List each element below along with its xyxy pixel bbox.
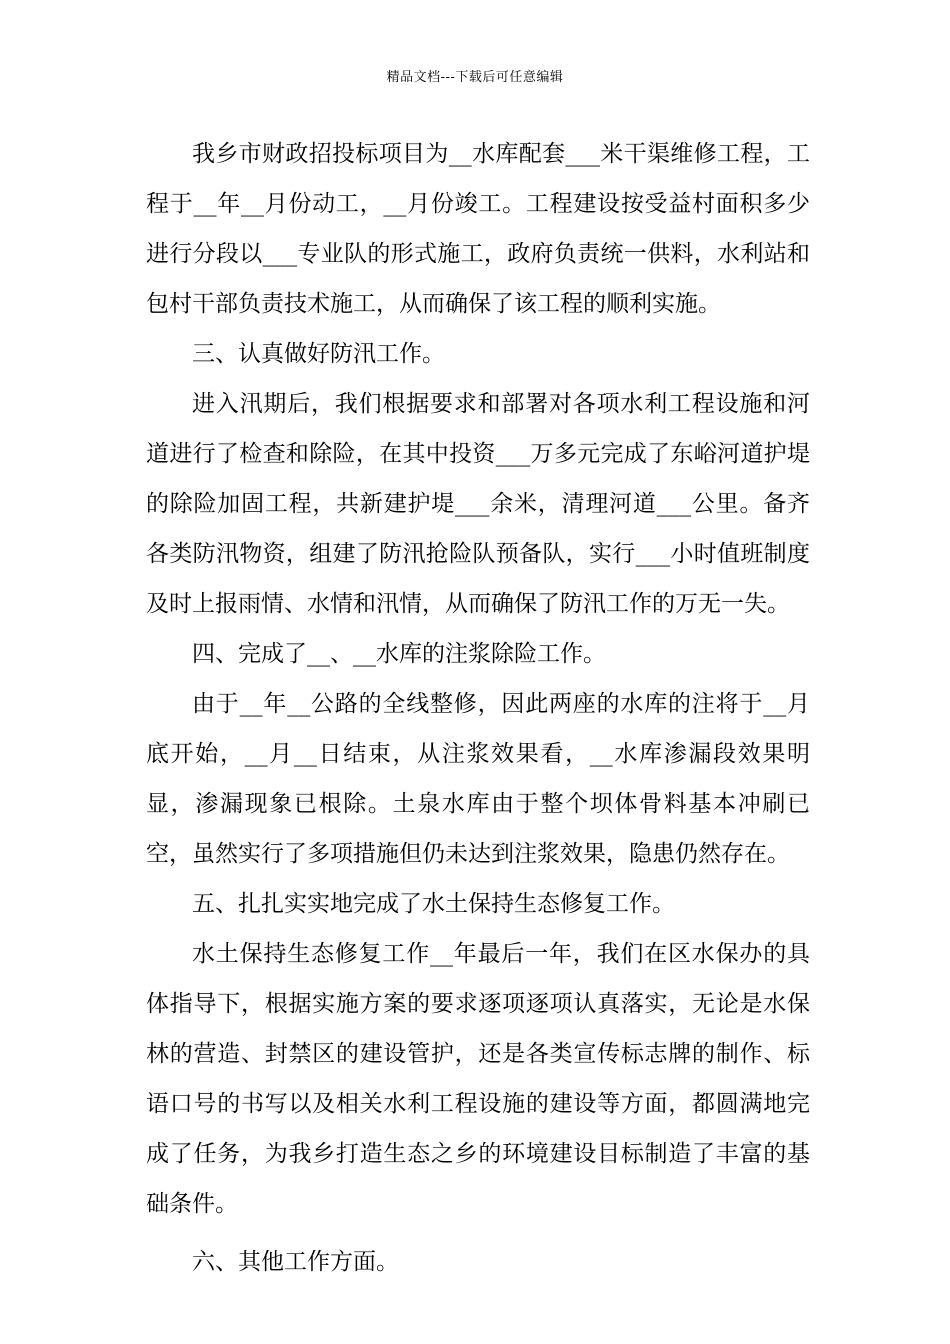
section-heading-flood-control: 三、认真做好防汛工作。	[192, 341, 445, 367]
paragraph-flood-control: 进入汛期后，我们根据要求和部署对各项水利工程设施和河道进行了检查和除险，在其中投资___万多元完成了东峪河道护堤的除险加固工程，共新建护堤___余米，清理河道___公里。备齐各类防汛物资，组建了防汛抢险队预备队，实行___小时值班制度及时上报雨情、水情和汛情，从而确保了防汛工作的万无一失。	[146, 391, 810, 617]
paragraph-reservoir-grouting: 由于__年__公路的全线整修，因此两座的水库的注将于__月底开始，__月__日结束，从注浆效果看，__水库渗漏段效果明显，渗漏现象已根除。土泉水库由于整个坝体骨料基本冲刷已空，虽然实行了多项措施但仍未达到注浆效果，隐患仍然存在。	[146, 691, 810, 867]
document-body	[146, 129, 810, 1287]
page-header: 精品文档---下载后可任意编辑	[386, 70, 564, 85]
section-heading-reservoir-grouting: 四、完成了__、__水库的注浆除险工作。	[192, 641, 606, 667]
section-heading-soil-conservation: 五、扎扎实实地完成了水土保持生态修复工作。	[192, 891, 675, 917]
section-heading-other-work: 六、其他工作方面。	[192, 1249, 399, 1275]
paragraph-canal-project: 我乡市财政招投标项目为__水库配套___米干渠维修工程，工程于__年__月份动工，__月份竣工。工程建设按受益村面积多少进行分段以___专业队的形式施工，政府负责统一供料，水利站和包村干部负责技术施工，从而确保了该工程的顺利实施。	[146, 141, 810, 317]
paragraph-soil-conservation: 水土保持生态修复工作__年最后一年，我们在区水保办的具体指导下，根据实施方案的要求逐项逐项认真落实，无论是水保林的营造、封禁区的建设管护，还是各类宣传标志牌的制作、标语口号的书写以及相关水利工程设施的建设等方面，都圆满地完成了任务，为我乡打造生态之乡的环境建设目标制造了丰富的基础条件。	[146, 941, 810, 1217]
